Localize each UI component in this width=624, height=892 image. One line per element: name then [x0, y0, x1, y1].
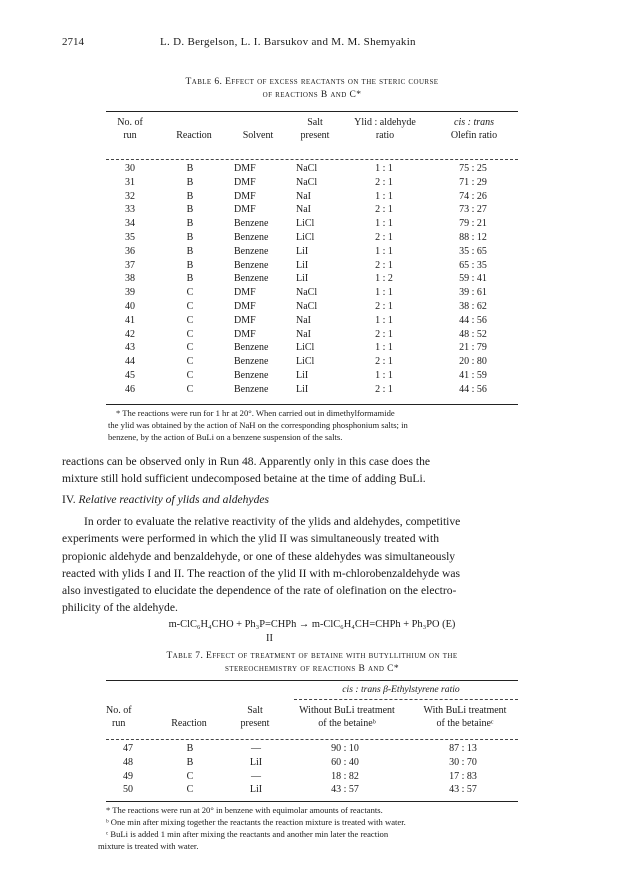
table6-top-rule	[106, 111, 518, 112]
t6-cell-olefin: 48 : 52	[459, 328, 487, 340]
t6-cell-ratio: 2 : 1	[375, 176, 393, 188]
table-row	[106, 245, 518, 259]
t6-cell-ratio: 1 : 1	[375, 218, 393, 230]
t6-cell-salt: LiCl	[296, 342, 315, 354]
table7-body	[106, 742, 518, 797]
table-row	[106, 783, 518, 797]
t6-cell-solvent: DMF	[234, 204, 256, 216]
t6-cell-solvent: Benzene	[234, 259, 269, 271]
t6-cell-olefin: 88 : 12	[459, 231, 487, 243]
t6-cell-solvent: Benzene	[234, 218, 269, 230]
t6-cell-reaction: B	[186, 176, 194, 188]
t6-footnote-line3: benzene, by the action of BuLi on a benzene suspension of the salts.	[108, 432, 343, 442]
t6-cell-reaction: C	[186, 356, 194, 368]
t6-cell-reaction: B	[186, 273, 194, 285]
t6-cell-olefin: 44 : 56	[459, 383, 487, 395]
t6-cell-reaction: B	[186, 190, 194, 202]
paragraph-1	[62, 453, 562, 488]
t7-cell-salt: LiI	[249, 756, 263, 768]
t6-cell-run: 43	[125, 342, 135, 354]
t6-cell-run: 34	[125, 218, 135, 230]
t6-cell-run: 46	[125, 383, 135, 395]
table7-bottom-rule	[106, 801, 518, 802]
t7-cell-reaction: B	[186, 743, 194, 754]
t6-cell-run: 40	[125, 300, 135, 312]
t7-cell-with: 87 : 13	[449, 743, 477, 754]
t6-cell-salt: NaCl	[296, 176, 318, 188]
t7-cell-salt: —	[251, 770, 261, 782]
t6-cell-reaction: B	[186, 259, 194, 271]
t6-cell-olefin: 38 : 62	[459, 300, 487, 312]
t6-cell-reaction: C	[186, 342, 194, 354]
t6-cell-run: 39	[125, 287, 135, 299]
t7-footnote-a: * The reactions were run at 20° in benzene with equimolar amounts of reactants.	[106, 805, 383, 815]
page-number: 2714	[62, 36, 84, 48]
t6-cell-salt: NaI	[296, 314, 311, 326]
t7-footnote-c2: mixture is treated with water.	[98, 841, 199, 851]
t7-cell-with: 17 : 83	[449, 770, 477, 782]
t6-cell-run: 37	[125, 259, 135, 271]
table-row	[106, 383, 518, 397]
t6-cell-salt: LiCl	[296, 218, 315, 230]
t6-header-olefin: cis : trans Olefin ratio	[450, 117, 498, 141]
t6-footnote-line1: * The reactions were run for 1 hr at 20°. When carried out in dimethylformamide	[116, 408, 395, 418]
t6-cell-run: 45	[125, 369, 135, 381]
t6-cell-olefin: 44 : 56	[459, 314, 487, 326]
section-heading-title: Relative reactivity of ylids and aldehydes	[78, 493, 270, 506]
t6-cell-salt: NaI	[296, 204, 311, 216]
t7-cell-reaction: B	[186, 756, 194, 768]
t6-cell-run: 35	[125, 231, 135, 243]
t6-footnote-line2: the ylid was obtained by the action of NaH on the corresponding phosphonium salts; in	[108, 420, 408, 430]
t6-cell-olefin: 73 : 27	[459, 204, 487, 216]
t6-cell-reaction: B	[186, 231, 194, 243]
t6-cell-solvent: Benzene	[234, 369, 269, 381]
t6-cell-run: 36	[125, 245, 135, 257]
table-row	[106, 190, 518, 204]
table-row	[106, 162, 518, 176]
table7-caption	[100, 650, 524, 676]
t6-header-run: No. of run	[117, 117, 143, 141]
t6-cell-solvent: Benzene	[234, 231, 269, 243]
table7-footnotes	[98, 804, 526, 852]
t6-cell-olefin: 71 : 29	[459, 176, 487, 188]
p2-line6: philicity of the aldehyde.	[62, 601, 178, 615]
table6-footnote	[108, 407, 520, 443]
p2-line2: experiments were performed in which the ylid II was simultaneously treated with	[62, 532, 440, 546]
t6-header-ratio: Ylid : aldehyde ratio	[354, 117, 416, 141]
t6-cell-solvent: Benzene	[234, 383, 269, 395]
t6-cell-reaction: B	[186, 218, 194, 230]
t7-cell-without: 18 : 82	[331, 770, 359, 782]
table-row	[106, 314, 518, 328]
t6-cell-salt: NaCl	[296, 163, 318, 174]
table-row	[106, 176, 518, 190]
t6-cell-reaction: C	[186, 300, 194, 312]
t6-cell-run: 42	[125, 328, 135, 340]
t6-cell-run: 30	[125, 163, 135, 174]
table7-spanner: cis : trans β-Ethylstyrene ratio	[342, 684, 460, 695]
table-row	[106, 217, 518, 231]
table6-bottom-rule	[106, 404, 518, 405]
t6-cell-olefin: 35 : 65	[459, 245, 487, 257]
t6-cell-ratio: 2 : 1	[375, 204, 393, 216]
table-row	[106, 300, 518, 314]
t6-cell-olefin: 75 : 25	[459, 163, 487, 174]
t6-cell-salt: LiI	[296, 245, 309, 257]
table-row	[106, 341, 518, 355]
t6-cell-reaction: B	[186, 245, 194, 257]
t6-cell-salt: LiI	[296, 273, 309, 285]
t6-cell-olefin: 65 : 35	[459, 259, 487, 271]
table-row	[106, 203, 518, 217]
p1-line1: reactions can be observed only in Run 48. Apparently only in this case does the	[62, 455, 431, 468]
t6-cell-run: 38	[125, 273, 135, 285]
t7-header-salt: Salt present	[240, 705, 270, 729]
t7-header-reaction: Reaction	[171, 718, 207, 729]
t6-cell-salt: LiI	[296, 383, 309, 395]
table6-caption-line1: Table 6. Effect of excess reactants on the steric course	[185, 77, 439, 87]
table6-caption-line2: of reactions B and C*	[262, 90, 362, 100]
t7-cell-salt: —	[251, 743, 261, 754]
table-row	[106, 742, 518, 756]
t6-cell-salt: NaCl	[296, 300, 318, 312]
t6-header-reaction: Reaction	[176, 130, 212, 141]
t7-footnote-b: ᵇ One min after mixing together the reactants the reaction mixture is treated with water.	[106, 817, 406, 827]
t6-cell-reaction: B	[186, 163, 194, 174]
table-row	[106, 770, 518, 784]
section-heading-number: IV.	[62, 493, 76, 506]
t7-cell-reaction: C	[186, 784, 194, 796]
table-row	[106, 328, 518, 342]
p2-line5: also investigated to elucidate the dependence of the rate of olefination on the electro-	[62, 584, 457, 598]
t6-cell-olefin: 20 : 80	[459, 356, 487, 368]
t7-footnote-c1: ᶜ BuLi is added 1 min after mixing the reactants and another min later the reaction	[106, 829, 389, 839]
p1-line2: mixture still hold sufficient undecomposed betaine at the time of adding BuLi.	[62, 472, 426, 486]
table6-caption	[112, 76, 512, 102]
t7-header-run: No. of run	[106, 705, 132, 729]
t6-cell-reaction: B	[186, 204, 194, 216]
t6-cell-ratio: 1 : 1	[375, 163, 393, 174]
t6-cell-ratio: 1 : 1	[375, 369, 393, 381]
t6-header-salt: Salt present	[300, 117, 330, 141]
table7-caption-line1: Table 7. Effect of treatment of betaine with butyllithium on the	[166, 651, 458, 661]
t6-cell-run: 32	[125, 190, 135, 202]
t6-cell-ratio: 2 : 1	[375, 356, 393, 368]
t6-cell-solvent: DMF	[234, 300, 256, 312]
t7-cell-salt: LiI	[249, 784, 263, 796]
t6-cell-salt: NaCl	[296, 287, 318, 299]
t7-header-without: Without BuLi treatment of the betaineᵇ	[299, 705, 395, 729]
t6-cell-reaction: C	[186, 369, 194, 381]
t6-cell-solvent: DMF	[234, 176, 256, 188]
t6-cell-solvent: Benzene	[234, 245, 269, 257]
table7-header	[106, 704, 518, 734]
table7-header-rule	[106, 739, 518, 740]
t7-header-with: With BuLi treatment of the betaineᶜ	[423, 705, 507, 729]
table-row	[106, 355, 518, 369]
t6-cell-olefin: 74 : 26	[459, 190, 487, 202]
t6-cell-solvent: DMF	[234, 314, 256, 326]
section-heading	[62, 491, 562, 508]
t6-cell-solvent: Benzene	[234, 342, 269, 354]
t6-cell-ratio: 1 : 2	[375, 273, 393, 285]
t6-cell-solvent: DMF	[234, 163, 256, 174]
table-row	[106, 231, 518, 245]
table6-body	[106, 162, 518, 397]
t6-cell-reaction: C	[186, 383, 194, 395]
t6-cell-ratio: 2 : 1	[375, 231, 393, 243]
t6-cell-reaction: C	[186, 328, 194, 340]
table6-header-rule	[106, 159, 518, 160]
t6-cell-run: 31	[125, 176, 135, 188]
t7-cell-run: 49	[123, 770, 133, 782]
t6-cell-salt: LiI	[296, 259, 309, 271]
t7-cell-with: 43 : 57	[449, 784, 477, 796]
t6-cell-ratio: 1 : 1	[375, 245, 393, 257]
p2-line1: In order to evaluate the relative reactivity of the ylids and aldehydes, competitive	[84, 515, 461, 528]
t6-cell-olefin: 79 : 21	[459, 218, 487, 230]
t7-cell-run: 47	[123, 743, 133, 754]
t7-cell-without: 90 : 10	[331, 743, 359, 754]
t6-cell-olefin: 21 : 79	[459, 342, 487, 354]
t6-cell-ratio: 2 : 1	[375, 383, 393, 395]
table6-header	[106, 116, 518, 146]
t6-cell-ratio: 1 : 1	[375, 342, 393, 354]
t6-header-solvent: Solvent	[242, 130, 274, 141]
t7-cell-run: 48	[123, 756, 133, 768]
table-row	[106, 259, 518, 273]
t6-cell-olefin: 59 : 41	[459, 273, 487, 285]
t6-cell-olefin: 41 : 59	[459, 369, 487, 381]
t6-cell-ratio: 1 : 1	[375, 314, 393, 326]
table7-caption-line2: stereochemistry of reactions B and C*	[225, 664, 399, 674]
t6-cell-solvent: DMF	[234, 287, 256, 299]
t6-cell-run: 33	[125, 204, 135, 216]
t6-cell-salt: LiI	[296, 369, 309, 381]
t6-cell-solvent: DMF	[234, 328, 256, 340]
t6-cell-reaction: C	[186, 314, 194, 326]
t6-cell-solvent: DMF	[234, 190, 256, 202]
t6-cell-salt: LiCl	[296, 231, 315, 243]
t6-cell-ratio: 2 : 1	[375, 328, 393, 340]
running-head: L. D. Bergelson, L. I. Barsukov and M. M. Shemyakin	[160, 36, 416, 48]
t7-cell-run: 50	[123, 784, 133, 796]
t6-cell-solvent: Benzene	[234, 356, 269, 368]
p2-line4: reacted with ylids I and II. The reaction of the ylid II with m-chlorobenzaldehyde was	[62, 566, 461, 580]
t7-cell-with: 30 : 70	[449, 756, 477, 768]
t7-cell-reaction: C	[186, 770, 194, 782]
p2-line3: propionic aldehyde and benzaldehyde, or one of these aldehydes was simultaneously	[62, 549, 456, 563]
table-row	[106, 286, 518, 300]
t6-cell-ratio: 2 : 1	[375, 259, 393, 271]
table-row	[106, 756, 518, 770]
t6-cell-solvent: Benzene	[234, 273, 269, 285]
t6-cell-ratio: 2 : 1	[375, 300, 393, 312]
table-row	[106, 369, 518, 383]
reaction-equation: m-ClC₆H₄CHO + Ph₃P=CHPh → m-ClC₆H₄CH=CHPh + Ph₃PO (E)	[168, 619, 456, 630]
t6-cell-salt: LiCl	[296, 356, 315, 368]
t6-cell-run: 41	[125, 314, 135, 326]
t6-cell-salt: NaI	[296, 190, 311, 202]
t6-cell-ratio: 1 : 1	[375, 190, 393, 202]
table7-top-rule	[106, 680, 518, 681]
table7-spanner-rule	[294, 699, 518, 700]
t6-cell-run: 44	[125, 356, 135, 368]
paragraph-2	[62, 513, 562, 617]
t6-cell-salt: NaI	[296, 328, 311, 340]
table-row	[106, 272, 518, 286]
t6-cell-ratio: 1 : 1	[375, 287, 393, 299]
t6-cell-olefin: 39 : 61	[459, 287, 487, 299]
equation-label: II	[266, 633, 273, 644]
t6-cell-reaction: C	[186, 287, 194, 299]
t7-cell-without: 60 : 40	[331, 756, 359, 768]
t7-cell-without: 43 : 57	[331, 784, 359, 796]
